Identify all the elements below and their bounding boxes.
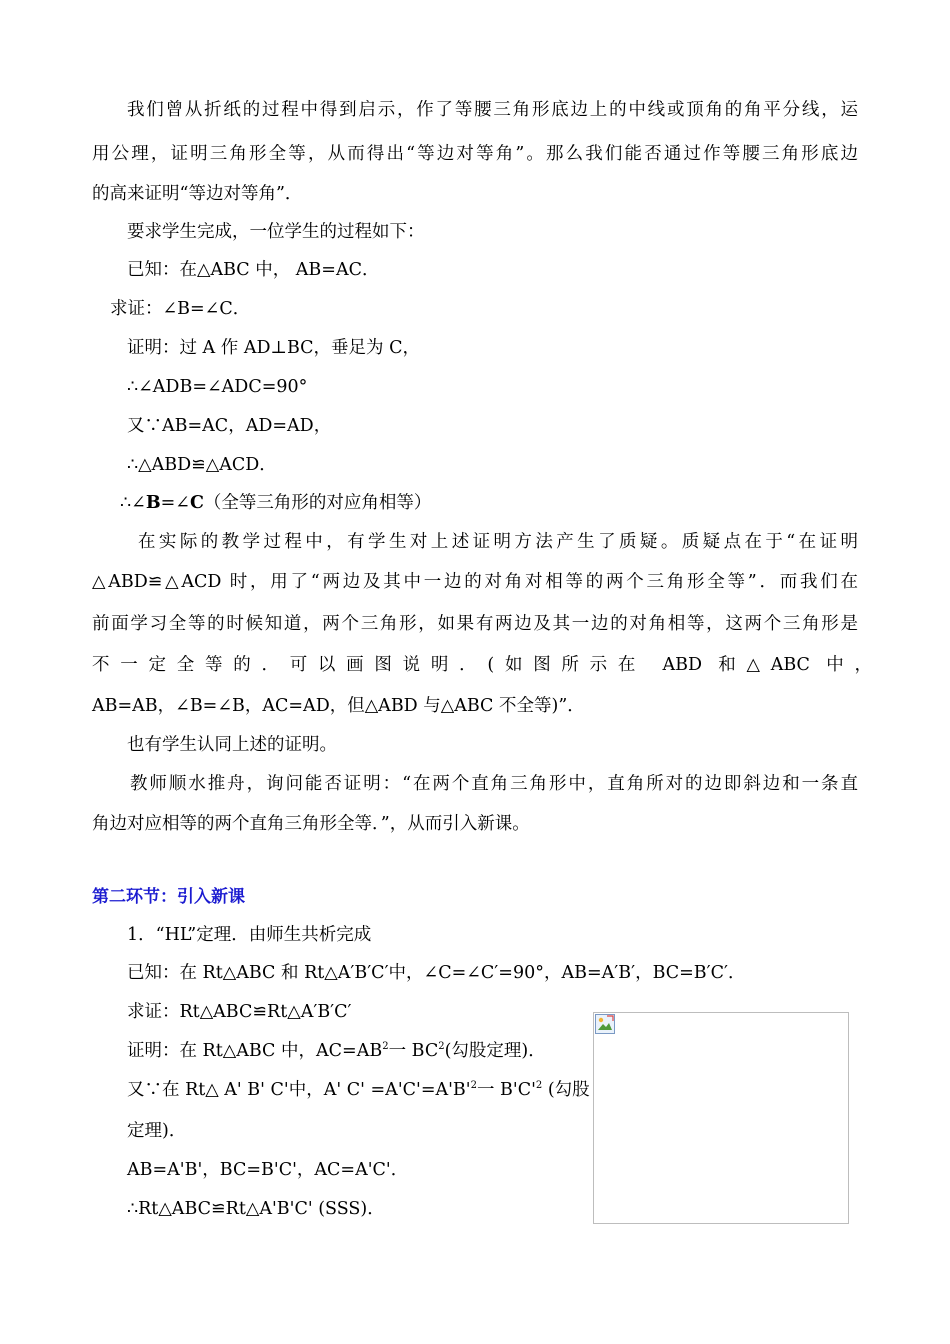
hl-also-text-c: (勾股 — [542, 1080, 590, 1100]
hl-proof-line-2 — [127, 1078, 590, 1102]
hl-also-text-b: 一 B'C' — [476, 1080, 536, 1100]
hl-proof-conclusion: ∴Rt△ABC≌Rt△A'B'C' (SSS)． — [127, 1199, 385, 1219]
hl-proof-text-c: (勾股定理)． — [444, 1041, 546, 1061]
paragraph-1-line-1: 我们曾从折纸的过程中得到启示，作了等腰三角形底边上的中线或顶角的角平分线，运 — [127, 100, 858, 120]
proof-line-2: ∴∠ADB=∠ADC=90° — [127, 377, 308, 397]
hl-proof-line-3: 定理)． — [127, 1121, 187, 1141]
proof-line-5-note: （全等三角形的对应角相等） — [203, 493, 432, 513]
paragraph-2-line-5: AB=AB，∠B=∠B，AC=AD，但△ABD 与△ABC 不全等)”． — [92, 696, 585, 716]
superscript: 2 — [438, 1041, 445, 1052]
hl-proof-text-b: 一 BC — [388, 1041, 439, 1061]
paragraph-2-line-1: 在实际的教学过程中，有学生对上述证明方法产生了质疑。质疑点在于“在证明 — [138, 532, 858, 552]
section-heading: 第二环节：引入新课 — [92, 887, 245, 907]
paragraph-4-line-1: 教师顺水推舟，询问能否证明：“在两个直角三角形中，直角所对的边即斜边和一条直 — [130, 774, 858, 794]
paragraph-4-line-2: 角边对应相等的两个直角三角形全等．”，从而引入新课。 — [92, 814, 530, 834]
proof-line-5-prefix: ∴∠ — [120, 493, 146, 513]
hl-proof-line-1 — [127, 1039, 546, 1063]
hl-given: 已知：在 Rt△ABC 和 Rt△A′B′C′中，∠C=∠C′=90°，AB=A′B′，BC=B′C′． — [127, 963, 746, 983]
superscript: 2 — [470, 1080, 477, 1091]
proof-line-5 — [120, 491, 431, 515]
superscript: 2 — [535, 1080, 543, 1091]
proof-line-5-eq: =∠ — [160, 493, 190, 513]
paragraph-2-line-3: 前面学习全等的时候知道，两个三角形，如果有两边及其一边的对角相等，这两个三角形是 — [92, 614, 858, 634]
hl-also-text-a: 又∵在 Rt△ A' B' C'中，A' C' =A'C'=A'B' — [127, 1080, 471, 1100]
proof-line-5-b: B — [145, 493, 161, 513]
proof-line-1: 证明：过 A 作 AD⊥BC，垂足为 C， — [127, 338, 420, 358]
paragraph-2-line-4: 不一定全等的．可以画图说明．(如图所示在 ABD 和△ABC 中， — [92, 655, 872, 675]
hl-proof-line-4: AB=A'B'，BC=B'C'，AC=A'C'． — [127, 1160, 409, 1180]
hl-proof-text-a: 证明：在 Rt△ABC 中，AC=AB — [127, 1041, 383, 1061]
given-text: 已知：在△ABC 中， AB=AC． — [127, 260, 380, 280]
proof-line-4: ∴△ABD≌△ACD． — [127, 455, 277, 475]
proof-line-3: 又∵AB=AC，AD=AD， — [127, 416, 332, 436]
paragraph-3: 也有学生认同上述的证明。 — [127, 735, 337, 755]
hl-theorem-title: 1．“HL”定理．由师生共析完成 — [127, 925, 372, 945]
hl-prove: 求证：Rt△ABC≌Rt△A′B′C′ — [127, 1002, 352, 1022]
paragraph-1-line-2: 用公理，证明三角形全等，从而得出“等边对等角”。那么我们能否通过作等腰三角形底边 — [92, 144, 858, 164]
broken-image-icon — [595, 1014, 615, 1038]
task-text: 要求学生完成，一位学生的过程如下： — [127, 222, 425, 242]
prove-text: 求证：∠B=∠C． — [110, 299, 251, 319]
superscript: 2 — [382, 1041, 389, 1052]
figure-image-placeholder — [593, 1012, 849, 1224]
paragraph-2-line-2: △ABD≌△ACD 时，用了“两边及其中一边的对角对相等的两个三角形全等”．而我们在 — [92, 572, 858, 592]
proof-line-5-c: C — [189, 493, 204, 513]
paragraph-1-line-3: 的高来证明“等边对等角”． — [92, 184, 303, 204]
